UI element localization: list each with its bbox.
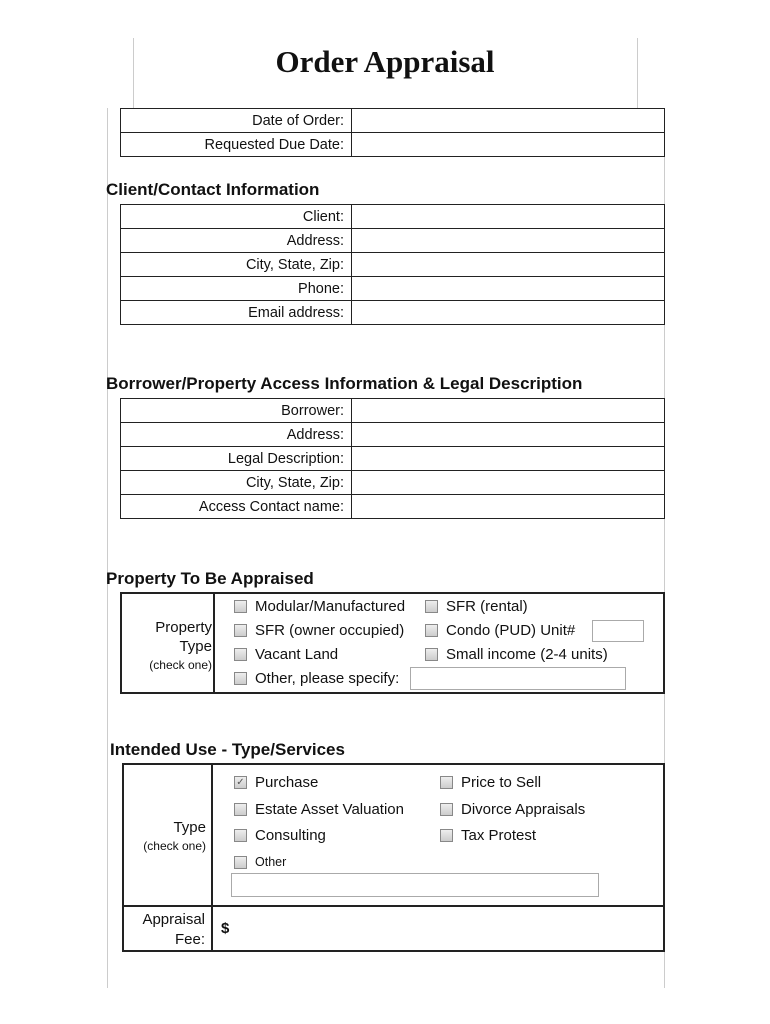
access-contact-field[interactable] <box>352 495 665 519</box>
option-sfr-owner[interactable]: SFR (owner occupied) <box>234 622 404 639</box>
checkbox-icon[interactable] <box>234 648 247 661</box>
section-heading: Intended Use - Type/Services <box>110 740 345 759</box>
checkbox-icon[interactable] <box>425 600 438 613</box>
option-vacant-land[interactable]: Vacant Land <box>234 646 338 663</box>
client-table <box>120 204 665 325</box>
field-label: Phone: <box>121 277 352 301</box>
legal-description-field[interactable] <box>352 447 665 471</box>
checkbox-icon[interactable] <box>440 776 453 789</box>
type-label: Type (check one) <box>143 819 206 853</box>
field-label: Requested Due Date: <box>121 133 352 157</box>
checkbox-checked-icon[interactable]: ✓ <box>234 776 247 789</box>
checkbox-icon[interactable] <box>234 829 247 842</box>
field-label: Client: <box>121 205 352 229</box>
borrower-address-field[interactable] <box>352 423 665 447</box>
borrower-city-field[interactable] <box>352 471 665 495</box>
unit-number-input[interactable] <box>592 620 644 642</box>
client-field[interactable] <box>352 205 665 229</box>
client-phone-field[interactable] <box>352 277 665 301</box>
option-tax-protest[interactable]: Tax Protest <box>440 827 536 844</box>
client-address-field[interactable] <box>352 229 665 253</box>
option-estate-asset[interactable]: Estate Asset Valuation <box>234 801 404 818</box>
other-specify-input[interactable] <box>410 667 626 690</box>
field-label: Address: <box>121 423 352 447</box>
due-date-field[interactable] <box>352 133 665 157</box>
client-city-field[interactable] <box>352 253 665 277</box>
intended-use-box <box>122 763 665 952</box>
other-use-input[interactable] <box>231 873 599 897</box>
field-label: City, State, Zip: <box>121 253 352 277</box>
field-label: Email address: <box>121 301 352 325</box>
page-title: Order Appraisal <box>275 44 495 79</box>
section-heading: Client/Contact Information <box>106 180 320 199</box>
option-price-to-sell[interactable]: Price to Sell <box>440 774 541 791</box>
property-type-box <box>120 592 665 694</box>
order-dates-table <box>120 108 665 157</box>
field-label: City, State, Zip: <box>121 471 352 495</box>
option-condo[interactable]: Condo (PUD) Unit# <box>425 622 575 639</box>
option-modular[interactable]: Modular/Manufactured <box>234 598 405 615</box>
checkbox-icon[interactable] <box>234 803 247 816</box>
client-email-field[interactable] <box>352 301 665 325</box>
field-label: Access Contact name: <box>121 495 352 519</box>
property-type-label: Property Type (check one) <box>149 619 212 672</box>
page-edge <box>107 108 108 988</box>
field-label: Borrower: <box>121 399 352 423</box>
section-heading: Borrower/Property Access Information & Legal Description <box>106 374 583 393</box>
option-small-income[interactable]: Small income (2-4 units) <box>425 646 608 663</box>
field-label: Address: <box>121 229 352 253</box>
checkbox-icon[interactable] <box>440 829 453 842</box>
appraisal-fee-field[interactable] <box>234 910 654 948</box>
field-label: Date of Order: <box>121 109 352 133</box>
option-purchase[interactable]: ✓ Purchase <box>234 774 318 791</box>
checkbox-icon[interactable] <box>234 600 247 613</box>
checkbox-icon[interactable] <box>440 803 453 816</box>
checkbox-icon[interactable] <box>425 624 438 637</box>
option-divorce[interactable]: Divorce Appraisals <box>440 801 585 818</box>
section-heading: Property To Be Appraised <box>106 569 314 588</box>
checkbox-icon[interactable] <box>234 672 247 685</box>
option-other[interactable]: Other, please specify: <box>234 670 399 687</box>
option-other[interactable]: Other <box>234 855 286 869</box>
appraisal-fee-label: Appraisal Fee: <box>142 911 205 948</box>
checkbox-icon[interactable] <box>425 648 438 661</box>
date-of-order-field[interactable] <box>352 109 665 133</box>
borrower-table <box>120 398 665 519</box>
borrower-field[interactable] <box>352 399 665 423</box>
field-label: Legal Description: <box>121 447 352 471</box>
currency-symbol: $ <box>221 920 230 937</box>
checkbox-icon[interactable] <box>234 624 247 637</box>
option-consulting[interactable]: Consulting <box>234 827 326 844</box>
option-sfr-rental[interactable]: SFR (rental) <box>425 598 528 615</box>
checkbox-icon[interactable] <box>234 856 247 869</box>
